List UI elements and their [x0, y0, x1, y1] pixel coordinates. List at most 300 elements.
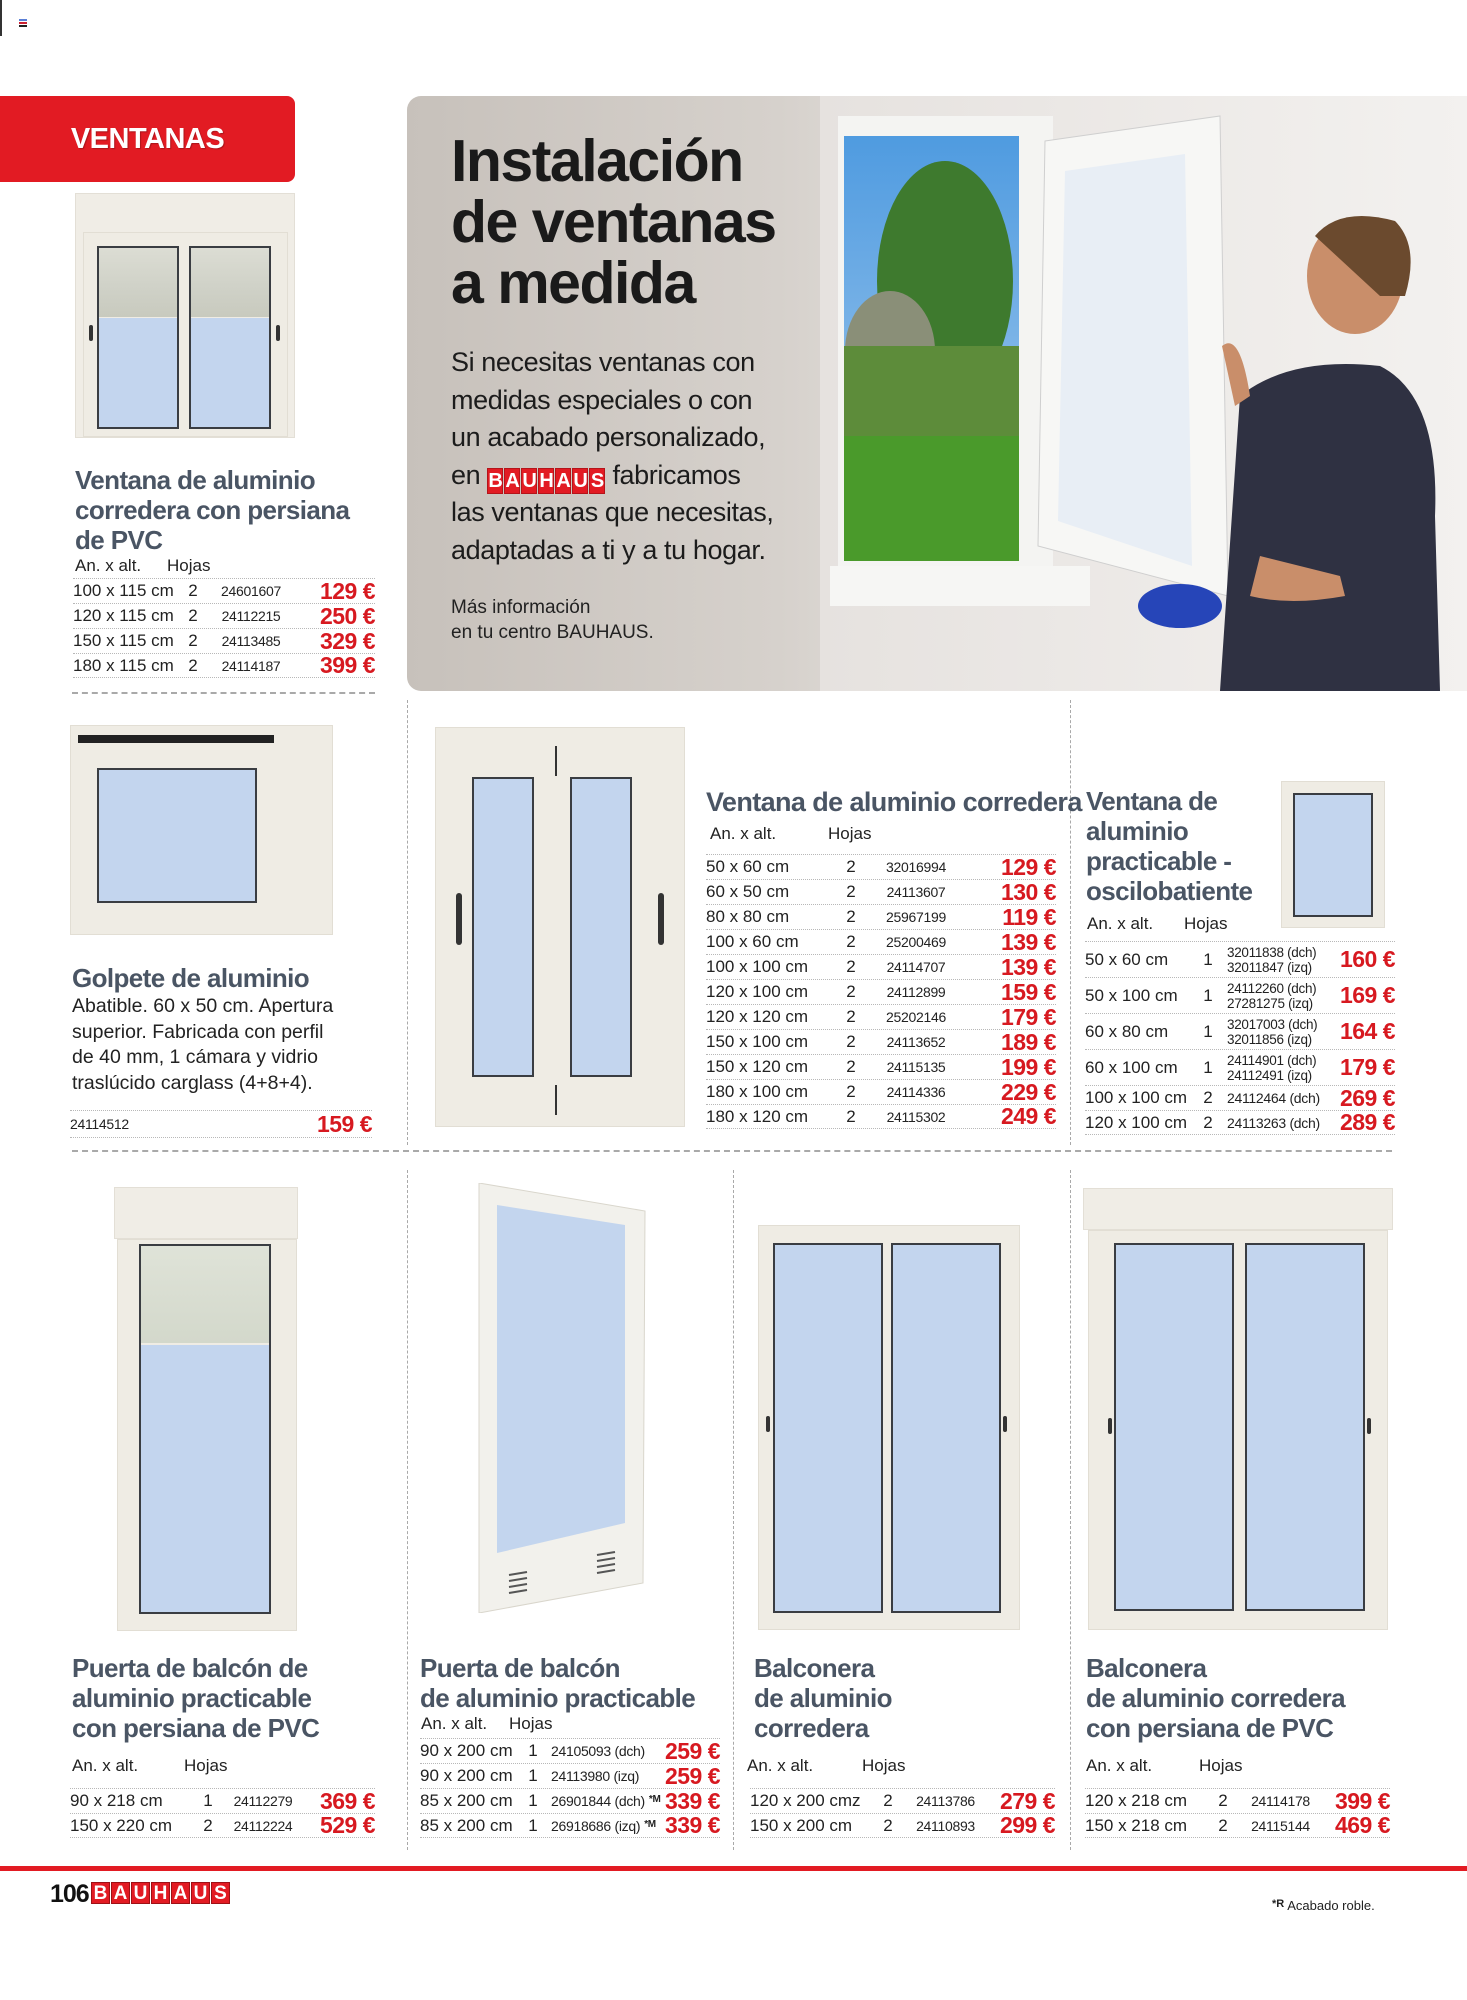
table-row — [420, 1763, 720, 1788]
table-row — [706, 1029, 1056, 1054]
cell-price: 339 € — [664, 1812, 720, 1838]
title-line: Ventana de — [1086, 786, 1218, 816]
price-table — [1085, 941, 1395, 1135]
cell-ref: 24114336 — [886, 1084, 946, 1100]
price-table — [70, 1110, 372, 1138]
logo-letter: H — [539, 469, 554, 492]
cell-price: 164 € — [1339, 1018, 1395, 1044]
cell-hojas: 2 — [846, 882, 856, 901]
ref-izq: 32011847 (izq) — [1227, 959, 1312, 975]
hero-title-line: de ventanas — [451, 189, 776, 255]
hero-body — [451, 344, 831, 569]
hero-body-line: las ventanas que necesitas, — [451, 497, 774, 527]
glass-pane — [891, 1243, 1001, 1613]
logo-letter: A — [505, 469, 520, 492]
color-bar-icon — [19, 19, 27, 26]
cell-size: 120 x 218 cm — [1085, 1791, 1188, 1810]
cell-ref — [551, 1793, 661, 1809]
cell-hojas: 2 — [846, 857, 856, 876]
table-row — [706, 1079, 1056, 1104]
cell-ref: 24113786 — [916, 1793, 975, 1809]
cell-price: 189 € — [1000, 1028, 1056, 1055]
table-row — [706, 954, 1056, 979]
cell-price: 129 € — [319, 577, 375, 604]
cell-hojas: 1 — [528, 1741, 538, 1760]
glass-pane — [97, 768, 257, 903]
hero-text — [451, 128, 831, 645]
cell-size: 180 x 100 cm — [706, 1082, 809, 1101]
man-installing-window-photo — [820, 96, 1467, 691]
cell-size: 100 x 60 cm — [706, 932, 799, 951]
cell-size: 150 x 120 cm — [706, 1057, 809, 1076]
handle-icon — [1003, 1416, 1007, 1432]
cell-hojas: 2 — [1218, 1815, 1228, 1835]
hero-body-line-logo — [451, 457, 831, 495]
cell-price: 159 € — [316, 1110, 372, 1137]
cell-size: 180 x 115 cm — [73, 655, 174, 675]
cell-price: 129 € — [1000, 853, 1056, 880]
cell-price: 529 € — [319, 1812, 375, 1838]
desc-line: traslúcido carglass (4+8+4). — [72, 1071, 313, 1094]
cell-size: 60 x 100 cm — [1085, 1057, 1178, 1077]
table-header — [1086, 1756, 1242, 1776]
header-size: An. x alt. — [710, 824, 777, 843]
header-hojas: Hojas — [862, 1756, 906, 1775]
footnote — [1272, 1898, 1375, 1913]
cell-price: 369 € — [319, 1787, 375, 1814]
cell-hojas: 2 — [846, 907, 856, 926]
cell-size: 150 x 200 cm — [750, 1815, 853, 1835]
product-title — [1086, 1653, 1345, 1743]
cell-hojas: 2 — [188, 631, 198, 650]
header-hojas: Hojas — [167, 556, 211, 575]
cell-ref: 25202146 — [886, 1009, 946, 1025]
cell-hojas: 1 — [528, 1791, 538, 1810]
ref-izq: 32011856 (izq) — [1227, 1031, 1312, 1047]
title-line: Puerta de balcón de — [72, 1653, 308, 1683]
cell-size: 120 x 120 cm — [706, 1007, 809, 1026]
table-row — [1085, 941, 1395, 977]
table-header — [75, 556, 210, 576]
logo-letter: H — [151, 1882, 170, 1904]
cell-size: 80 x 80 cm — [706, 907, 790, 926]
table-row — [73, 603, 375, 628]
glass-pane — [141, 1345, 269, 1612]
cell-size: 100 x 100 cm — [1085, 1088, 1188, 1107]
header-hojas: Hojas — [1184, 914, 1228, 933]
title-line: de PVC — [75, 525, 163, 555]
bauhaus-logo-inline — [487, 468, 605, 494]
cell-hojas: 2 — [846, 1032, 856, 1051]
logo-letter: S — [211, 1882, 230, 1904]
lock-bar — [555, 746, 557, 776]
cell-ref: 24115302 — [886, 1108, 946, 1125]
cell-price: 139 € — [1000, 928, 1056, 955]
cell-size: 85 x 200 cm — [420, 1791, 513, 1810]
shutter-box — [114, 1187, 298, 1239]
table-row — [706, 1004, 1056, 1029]
cell-hojas: 2 — [846, 1007, 856, 1026]
table-row — [706, 879, 1056, 904]
table-row — [1085, 1049, 1395, 1085]
handle-icon — [456, 893, 462, 945]
cell-ref: 24115144 — [1251, 1817, 1310, 1834]
cell-size: 50 x 100 cm — [1085, 985, 1178, 1005]
cell-price: 179 € — [1000, 1003, 1056, 1030]
glass-pane — [191, 318, 269, 427]
title-line: corredera — [754, 1713, 869, 1743]
cell-hojas: 2 — [188, 581, 198, 600]
table-row — [1085, 977, 1395, 1013]
hero-body-line: medidas especiales o con — [451, 384, 753, 415]
product-title: Golpete de aluminio — [72, 963, 310, 993]
cell-size: 120 x 200 cmz — [750, 1791, 861, 1810]
cell-ref — [551, 1768, 643, 1784]
cell-hojas: 2 — [846, 1082, 856, 1101]
divider — [1070, 1170, 1071, 1850]
product-description — [72, 994, 333, 1096]
title-line: Puerta de balcón — [420, 1653, 620, 1683]
table-row — [70, 1813, 375, 1838]
cell-ref: 24112215 — [221, 608, 281, 624]
desc-line: Abatible. 60 x 50 cm. Apertura — [72, 995, 334, 1017]
header-hojas: Hojas — [828, 824, 872, 843]
footer-rule — [0, 1866, 1467, 1871]
divider — [733, 1170, 734, 1850]
price-table — [70, 1788, 375, 1838]
glass-pane — [1293, 793, 1373, 917]
title-line: de aluminio corredera — [1086, 1683, 1346, 1713]
table-row — [706, 1054, 1056, 1079]
cell-hojas: 2 — [1203, 1112, 1213, 1132]
cell-hojas: 2 — [846, 1106, 856, 1126]
logo-letter: B — [488, 469, 503, 492]
header-hojas: Hojas — [184, 1756, 228, 1775]
cell-size: 50 x 60 cm — [1085, 949, 1169, 969]
cell-price: 259 € — [664, 1762, 720, 1789]
table-row — [750, 1813, 1055, 1838]
cell-price: 119 € — [1002, 903, 1056, 930]
cell-size: 90 x 200 cm — [420, 1741, 513, 1760]
cell-price: 279 € — [999, 1787, 1055, 1814]
lock-bar — [555, 1085, 557, 1115]
table-row — [73, 578, 375, 603]
header-size: An. x alt. — [421, 1714, 488, 1733]
table-row — [706, 854, 1056, 879]
divider — [407, 1170, 408, 1850]
cell-price: 269 € — [1339, 1084, 1395, 1111]
table-header — [710, 824, 871, 844]
cell-hojas: 2 — [188, 655, 198, 675]
hinge-bar — [78, 735, 274, 743]
cell-ref: 24113607 — [886, 884, 946, 900]
logo-letter: U — [522, 469, 537, 492]
cell-hojas: 2 — [203, 1815, 213, 1835]
logo-letter: U — [131, 1882, 150, 1904]
table-row — [420, 1788, 720, 1813]
cell-ref — [1227, 945, 1316, 975]
cell-price: 399 € — [1334, 1787, 1390, 1814]
cell-ref: 24110893 — [916, 1817, 975, 1834]
glass-pane — [1245, 1243, 1365, 1611]
divider — [1070, 700, 1071, 1145]
cell-price: 199 € — [1000, 1053, 1056, 1080]
footnote-text: Acabado roble. — [1287, 1898, 1375, 1913]
divider — [72, 1150, 1392, 1152]
table-row — [70, 1110, 372, 1138]
title-line: corredera con persiana — [75, 495, 350, 525]
door-image — [475, 1183, 655, 1613]
divider — [407, 700, 408, 1145]
product-title — [72, 1653, 319, 1743]
header-hojas: Hojas — [1199, 1756, 1243, 1775]
cell-price: 250 € — [319, 602, 375, 629]
glass-pane — [99, 318, 177, 427]
hero-banner — [407, 96, 1467, 691]
table-row — [706, 979, 1056, 1004]
price-table — [420, 1738, 720, 1838]
cell-price: 259 € — [664, 1737, 720, 1764]
desc-line: superior. Fabricada con perfil — [72, 1020, 324, 1043]
handle-icon — [89, 325, 93, 341]
section-tab — [0, 96, 295, 182]
cell-size: 90 x 200 cm — [420, 1766, 513, 1785]
cell-ref: 24601607 — [221, 583, 281, 599]
hero-note-line: en tu centro BAUHAUS. — [451, 622, 654, 643]
cell-hojas: 2 — [846, 932, 856, 951]
cell-size: 60 x 50 cm — [706, 882, 790, 901]
hero-title-line: Instalación — [451, 128, 743, 194]
cell-ref: 32016994 — [886, 859, 946, 875]
cell-hojas: 1 — [528, 1815, 538, 1835]
cell-ref — [1227, 1017, 1317, 1047]
table-header — [747, 1756, 905, 1776]
cell-hojas: 2 — [883, 1815, 893, 1835]
hero-body-line: un acabado personalizado, — [451, 422, 766, 452]
title-line: practicable - — [1086, 846, 1232, 876]
ref-dch: 24114901 (dch) — [1227, 1052, 1317, 1068]
cell-hojas: 1 — [1203, 949, 1213, 969]
cell-price: 329 € — [319, 627, 375, 654]
cell-ref: 24114707 — [886, 959, 946, 975]
hero-body-word: fabricamos — [612, 459, 741, 490]
cell-ref: 24115135 — [886, 1059, 946, 1075]
divider — [72, 692, 375, 694]
cell-size: 100 x 100 cm — [706, 957, 809, 976]
handle-icon — [658, 893, 664, 945]
handle-icon — [276, 325, 280, 341]
title-line: Ventana de aluminio — [75, 465, 315, 495]
title-line: con persiana de PVC — [72, 1713, 320, 1743]
cell-price: 169 € — [1339, 982, 1395, 1008]
header-size: An. x alt. — [75, 556, 142, 575]
cell-price: 139 € — [1000, 953, 1056, 980]
product-title — [754, 1653, 892, 1743]
table-header — [1087, 914, 1227, 934]
cell-hojas: 2 — [188, 606, 198, 625]
header-size: An. x alt. — [72, 1756, 139, 1775]
cell-price: 179 € — [1339, 1054, 1395, 1080]
cell-ref — [551, 1743, 649, 1759]
ref-izq: 24112491 (izq) — [1227, 1067, 1312, 1083]
price-table — [73, 578, 375, 678]
footnote-mark: *M — [648, 1794, 661, 1805]
table-row — [73, 628, 375, 653]
cell-size: 60 x 80 cm — [1085, 1021, 1169, 1041]
cell-ref: 24112899 — [886, 984, 946, 1000]
logo-letter: B — [91, 1882, 110, 1904]
hero-title — [451, 128, 831, 316]
title-line: aluminio — [1086, 816, 1189, 846]
cell-size: 90 x 218 cm — [70, 1791, 163, 1810]
price-table — [750, 1788, 1055, 1838]
cell-ref — [1227, 981, 1316, 1011]
footnote-mark: *M — [644, 1818, 656, 1830]
price-table — [706, 854, 1056, 1129]
cell-size: 85 x 200 cm — [420, 1815, 513, 1835]
hero-title-line: a medida — [451, 250, 695, 316]
desc-line: de 40 mm, 1 cámara y vidrio — [72, 1046, 319, 1068]
section-title: VENTANAS — [70, 122, 225, 155]
cell-hojas: 2 — [1218, 1791, 1228, 1810]
cell-hojas: 2 — [846, 982, 856, 1001]
table-header — [72, 1756, 227, 1776]
title-line: de aluminio — [754, 1683, 892, 1713]
cell-ref: 24113263 (dch) — [1227, 1114, 1320, 1131]
header-hojas: Hojas — [509, 1714, 553, 1733]
cell-size: 150 x 218 cm — [1085, 1815, 1188, 1835]
cell-price: 160 € — [1339, 946, 1395, 972]
table-row — [70, 1788, 375, 1813]
hero-note-line: Más información — [451, 597, 591, 618]
logo-letter: U — [191, 1882, 210, 1904]
table-row — [1085, 1813, 1390, 1838]
cell-hojas: 2 — [846, 957, 856, 976]
cell-size: 150 x 115 cm — [73, 631, 174, 650]
product-title: Ventana de aluminio corredera — [706, 787, 1082, 817]
cell-hojas: 1 — [1203, 985, 1213, 1005]
ref-dch: 32017003 (dch) — [1227, 1016, 1318, 1032]
table-row — [706, 904, 1056, 929]
cell-ref: 24113485 — [221, 633, 281, 649]
cell-size: 150 x 220 cm — [70, 1815, 173, 1835]
glass-pane — [472, 777, 534, 1077]
title-line: con persiana de PVC — [1086, 1713, 1334, 1743]
cell-ref: 24114178 — [1251, 1793, 1310, 1809]
title-line: Balconera — [1086, 1653, 1207, 1683]
cell-ref: 25200469 — [886, 934, 946, 950]
cell-price: 159 € — [1000, 978, 1056, 1005]
cell-ref — [1227, 1053, 1316, 1083]
cell-hojas: 1 — [528, 1766, 538, 1785]
cell-price: 299 € — [999, 1812, 1055, 1838]
cell-price: 249 € — [1000, 1103, 1056, 1129]
page-number: 106 — [50, 1880, 89, 1908]
hero-body-word: en — [451, 459, 481, 490]
handle-icon — [1367, 1418, 1371, 1434]
glass-pane — [570, 777, 632, 1077]
cell-hojas: 2 — [846, 1057, 856, 1076]
table-row — [1085, 1085, 1395, 1110]
ref-text: 24113980 (izq) — [551, 1768, 640, 1784]
cell-size: 50 x 60 cm — [706, 857, 790, 876]
cell-ref: 24112464 (dch) — [1227, 1090, 1320, 1106]
cell-size: 120 x 100 cm — [1085, 1112, 1188, 1132]
cell-hojas: 1 — [203, 1791, 213, 1810]
cell-hojas: 2 — [883, 1791, 893, 1810]
header-size: An. x alt. — [747, 1756, 814, 1775]
price-table — [1085, 1788, 1390, 1838]
cell-size: 180 x 120 cm — [706, 1106, 809, 1126]
logo-letter: U — [573, 469, 588, 492]
cell-size: 150 x 100 cm — [706, 1032, 809, 1051]
handle-icon — [766, 1416, 770, 1432]
product-title — [1086, 786, 1252, 906]
title-line: aluminio practicable — [72, 1683, 312, 1713]
table-header — [421, 1714, 552, 1734]
cell-ref: 25967199 — [886, 909, 946, 925]
header-size: An. x alt. — [1086, 1756, 1153, 1775]
cell-size: 100 x 115 cm — [73, 581, 174, 600]
glass-pane — [773, 1243, 883, 1613]
cell-hojas: 2 — [1203, 1088, 1213, 1107]
cell-price: 229 € — [1000, 1078, 1056, 1105]
title-line: oscilobatiente — [1086, 876, 1253, 906]
crop-mark — [0, 0, 2, 36]
cell-ref: 24112279 — [233, 1793, 293, 1809]
ref-izq: 27281275 (izq) — [1227, 995, 1313, 1011]
cell-ref: 24114187 — [221, 657, 281, 674]
ref-text: 26918686 (izq) — [551, 1817, 641, 1834]
ref-dch: 32011838 (dch) — [1227, 944, 1317, 960]
glass-pane — [1114, 1243, 1234, 1611]
cell-hojas: 1 — [1203, 1057, 1213, 1077]
cell-hojas: 1 — [1203, 1021, 1213, 1041]
logo-letter: A — [171, 1882, 190, 1904]
logo-letter: A — [556, 469, 571, 492]
table-row — [420, 1738, 720, 1763]
table-row — [1085, 1788, 1390, 1813]
ref-text: 26901844 (dch) — [551, 1793, 645, 1809]
table-row — [420, 1813, 720, 1838]
product-title — [75, 465, 349, 555]
cell-size: 120 x 100 cm — [706, 982, 809, 1001]
table-row — [1085, 1110, 1395, 1135]
ref-text: 24105093 (dch) — [551, 1743, 645, 1759]
product-title — [420, 1653, 695, 1713]
cell-ref — [551, 1818, 656, 1834]
cell-price: 289 € — [1339, 1109, 1395, 1135]
hero-note — [451, 595, 831, 645]
footnote-mark: *R — [1272, 1898, 1285, 1910]
cell-ref: 24112224 — [233, 1817, 293, 1834]
table-row — [750, 1788, 1055, 1813]
cell-price: 339 € — [664, 1787, 720, 1814]
hero-body-line: Si necesitas ventanas con — [451, 347, 755, 377]
header-size: An. x alt. — [1087, 914, 1154, 933]
handle-icon — [1108, 1418, 1112, 1434]
cell-ref: 24113652 — [886, 1034, 946, 1050]
shutter-box — [1083, 1188, 1393, 1230]
table-row — [706, 929, 1056, 954]
hero-body-line: adaptadas a ti y a tu hogar. — [451, 534, 766, 565]
cell-price: 469 € — [1334, 1812, 1390, 1838]
ref-dch: 24112260 (dch) — [1227, 980, 1317, 996]
cell-price: 130 € — [1000, 878, 1056, 905]
logo-letter: S — [590, 469, 604, 492]
title-line: Balconera — [754, 1653, 875, 1683]
logo-letter: A — [111, 1882, 130, 1904]
